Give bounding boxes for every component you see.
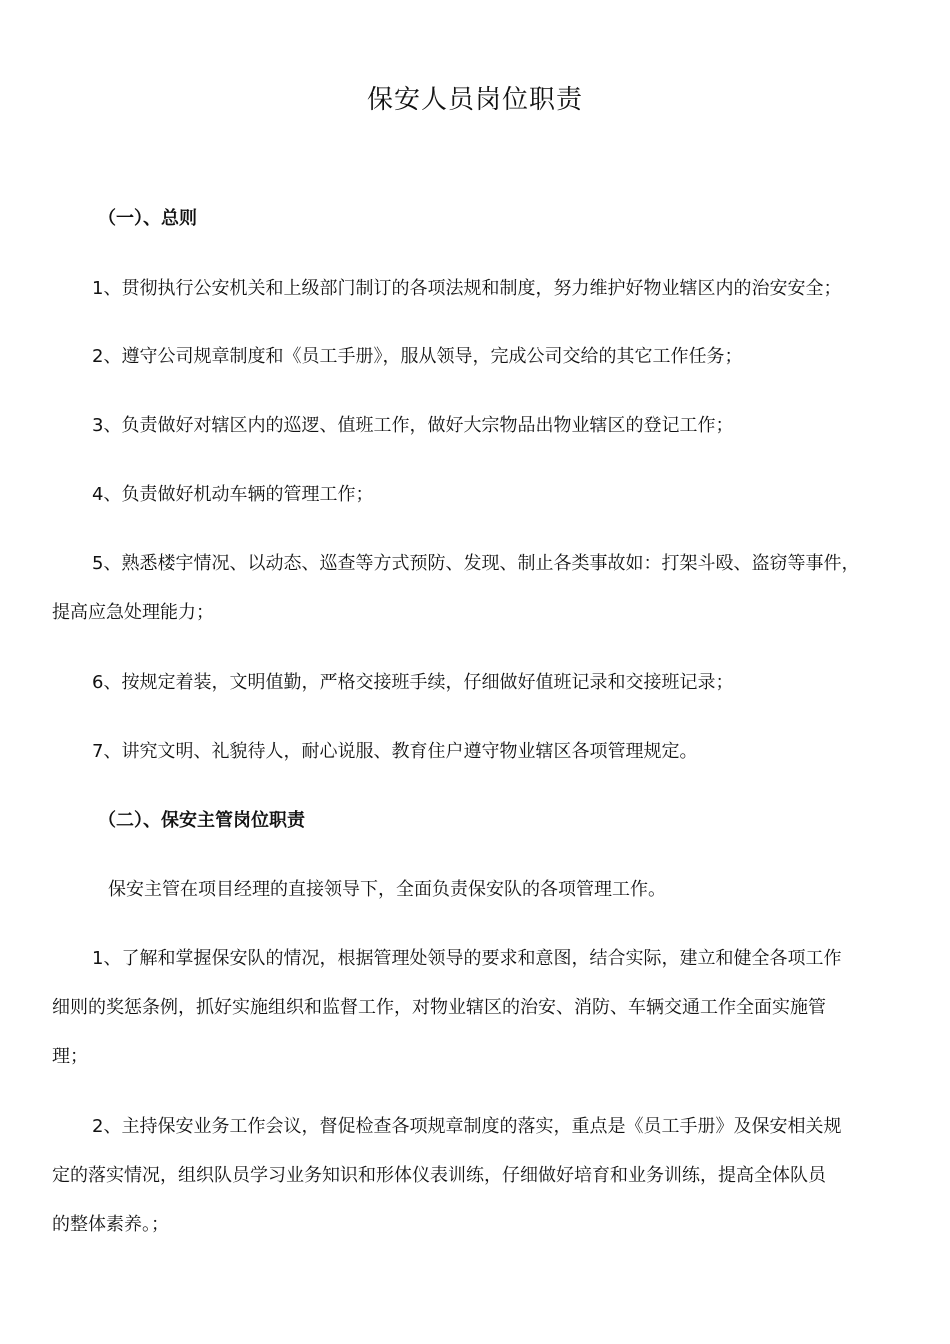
section-heading-supervisor: （二）、保安主管岗位职责 bbox=[98, 810, 305, 831]
paragraph-item: 5、熟悉楼宇情况、以动态、巡查等方式预防、发现、制止各类事故如：打架斗殴、盗窃等事件， bbox=[92, 553, 860, 574]
paragraph-item: 7、讲究文明、礼貌待人，耐心说服、教育住户遵守物业辖区各项管理规定。 bbox=[92, 741, 698, 762]
paragraph-continuation: 提高应急处理能力； bbox=[52, 602, 214, 623]
paragraph-continuation: 的整体素养。； bbox=[52, 1214, 169, 1235]
section-intro: 保安主管在项目经理的直接领导下，全面负责保安队的各项管理工作。 bbox=[108, 879, 666, 900]
paragraph-continuation: 细则的奖惩条例，抓好实施组织和监督工作，对物业辖区的治安、消防、车辆交通工作全面实施管 bbox=[52, 997, 826, 1018]
paragraph-item: 4、负责做好机动车辆的管理工作； bbox=[92, 484, 374, 505]
paragraph-item: 3、负责做好对辖区内的巡逻、值班工作，做好大宗物品出物业辖区的登记工作； bbox=[92, 415, 734, 436]
paragraph-item: 6、按规定着装，文明值勤，严格交接班手续，仔细做好值班记录和交接班记录； bbox=[92, 672, 734, 693]
paragraph-item: 1、贯彻执行公安机关和上级部门制订的各项法规和制度，努力维护好物业辖区内的治安安全； bbox=[92, 278, 842, 299]
paragraph-continuation: 定的落实情况，组织队员学习业务知识和形体仪表训练，仔细做好培育和业务训练，提高全体队员 bbox=[52, 1165, 826, 1186]
section-heading-general: （一）、总则 bbox=[98, 208, 197, 229]
paragraph-item: 2、遵守公司规章制度和《员工手册》，服从领导，完成公司交给的其它工作任务； bbox=[92, 346, 743, 367]
paragraph-continuation: 理； bbox=[52, 1046, 88, 1067]
paragraph-item: 2、主持保安业务工作会议，督促检查各项规章制度的落实，重点是《员工手册》及保安相关规 bbox=[92, 1116, 842, 1137]
paragraph-item: 1、了解和掌握保安队的情况，根据管理处领导的要求和意图，结合实际，建立和健全各项工作 bbox=[92, 948, 842, 969]
document-title: 保安人员岗位职责 bbox=[366, 85, 583, 115]
